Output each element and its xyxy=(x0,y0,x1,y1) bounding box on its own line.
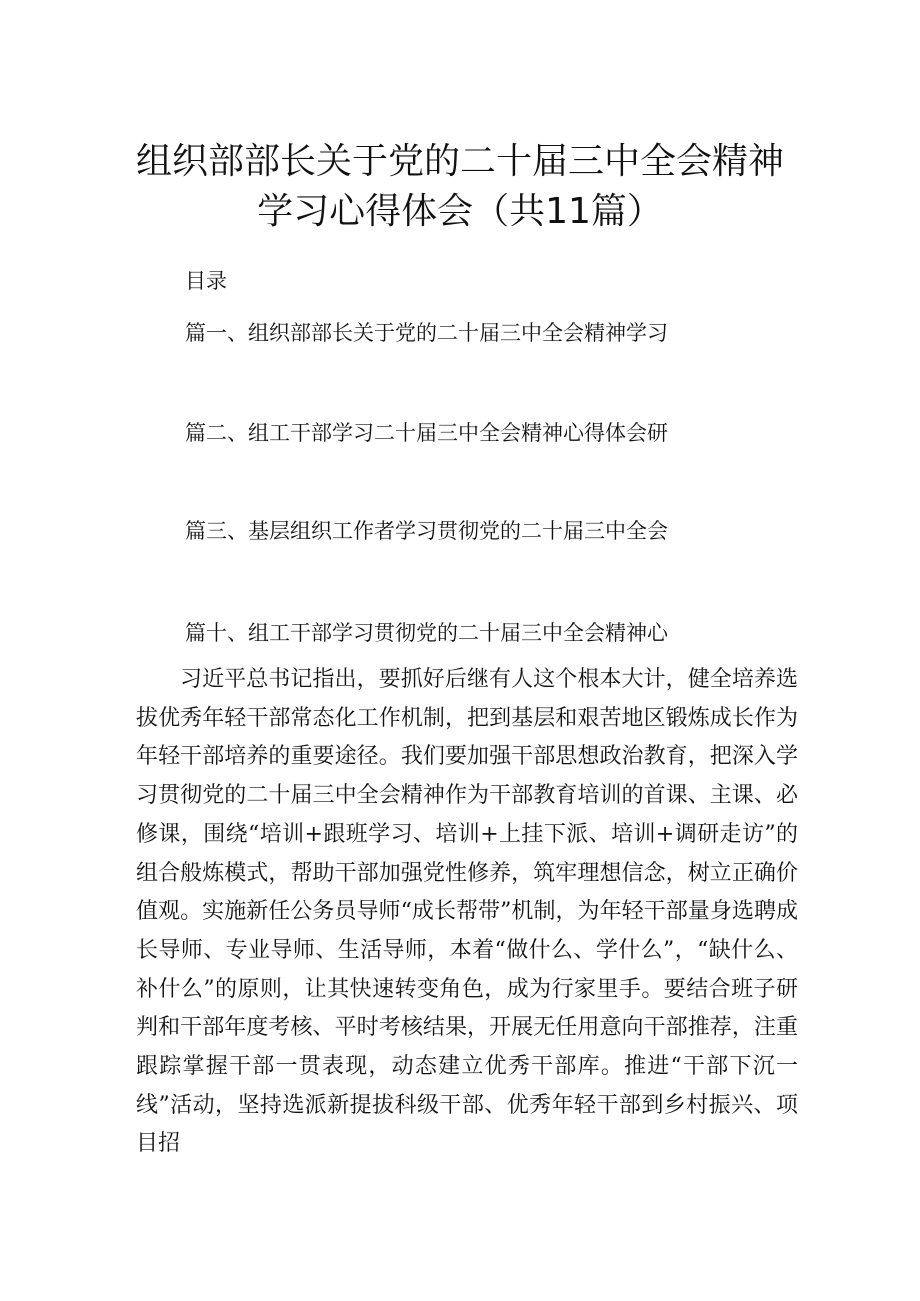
toc-item[interactable]: 篇三、基层组织工作者学习贯彻党的二十届三中全会 xyxy=(185,519,668,543)
document-title-line-2: 学习心得体会（共11篇） xyxy=(257,191,663,232)
body-paragraph: 习近平总书记指出，要抓好后继有人这个根本大计，健全培养选拔优秀年轻干部常态化工作机制，把到基层和艰苦地区锻炼成长作为年轻干部培养的重要途径。我们要加强干部思想政治教育，把深入学习贯彻党的二十届三中全会精神作为干部教育培训的首课、主课、必修课，围绕“培训+跟班学习、培训+上挂下派、培训+调研走访”的组合般炼模式，帮助干部加强党性修养，筑牢理想信念，树立正确价值观。实施新任公务员导师“成长帮带”机制，为年轻干部量身选聘成长导师、专业导师、生活导师，本着“做什么、学什么”，“缺什么、补什么”的原则，让其快速转变角色，成为行家里手。要结合班子研判和干部年度考核、平时考核结果，开展无任用意向干部推荐，注重跟踪掌握干部一贯表现，动态建立优秀干部库。推进“干部下沉一线”活动，坚持选派新提拔科级干部、优秀年轻干部到乡村振兴、项目招 xyxy=(136,667,799,1157)
toc-heading: 目录 xyxy=(185,269,227,293)
toc-item[interactable]: 篇二、组工干部学习二十届三中全会精神心得体会研 xyxy=(185,421,668,445)
document-title-line-1: 组织部部长关于党的二十届三中全会精神 xyxy=(135,141,784,182)
toc-item[interactable]: 篇一、组织部部长关于党的二十届三中全会精神学习 xyxy=(185,321,668,345)
toc-item[interactable]: 篇十、组工干部学习贯彻党的二十届三中全会精神心 xyxy=(185,621,668,645)
